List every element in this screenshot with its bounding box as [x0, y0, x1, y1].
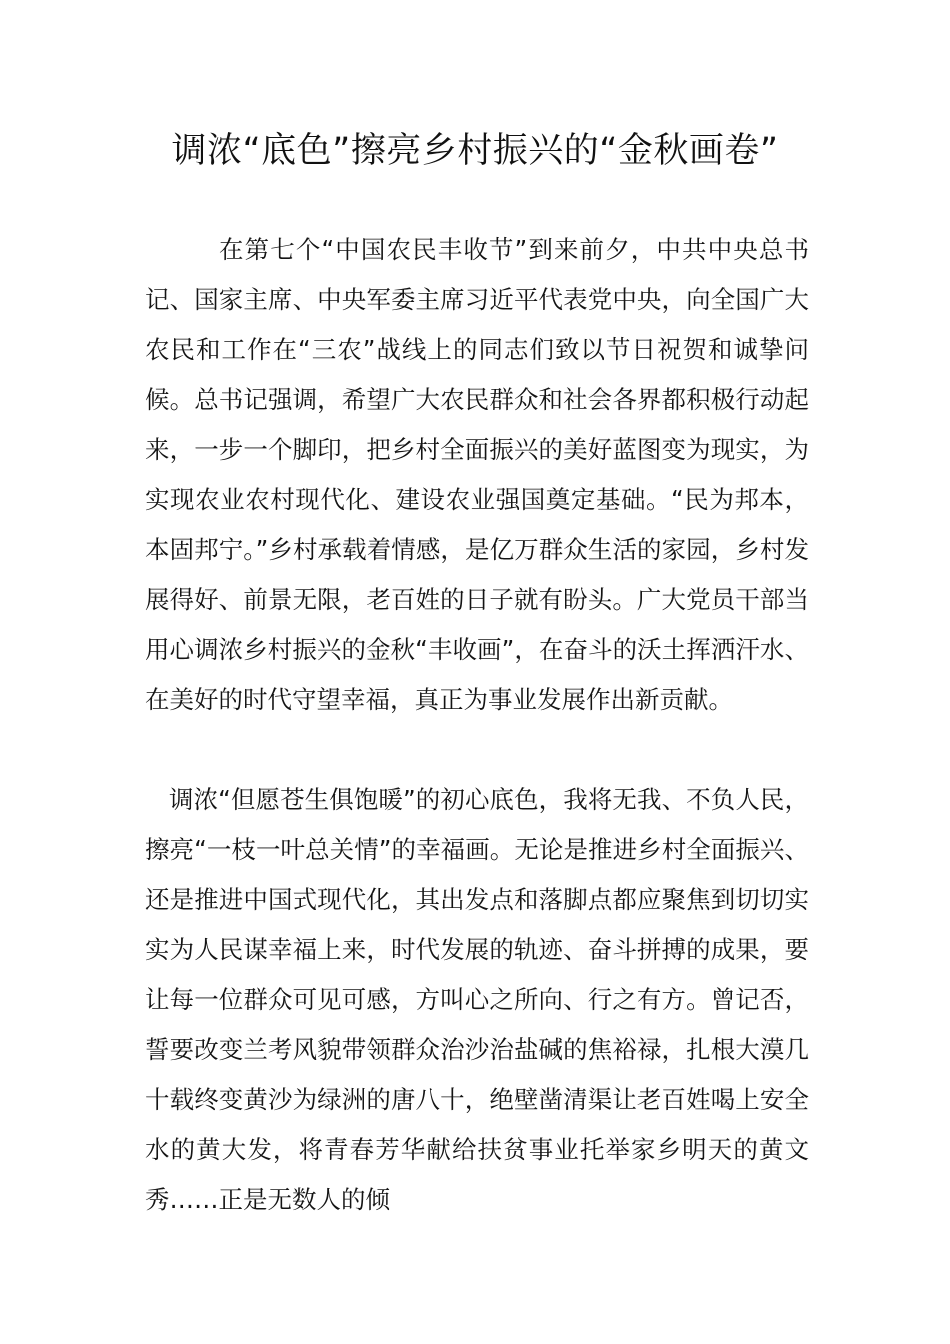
- document-title: 调浓“底色”擦亮乡村振兴的“金秋画卷”: [171, 131, 779, 171]
- paragraph-1: 在第七个“中国农民丰收节”到来前夕，中共中央总书记、国家主席、中央军委主席习近平代表党中央，向全国广大农民和工作在“三农”战线上的同志们致以节日祝贺和诚挚问候。总书记强调，希望广大农民群众和社会各界都积极行动起来，一步一个脚印，把乡村全面振兴的美好蓝图变为现实，为实现农业农村现代化、建设农业强国奠定基础。“民为邦本，本固邦宁。”乡村承载着情感，是亿万群众生活的家园，乡村发展得好、前景无限，老百姓的日子就有盼头。广大党员干部当用心调浓乡村振兴的金秋“丰收画”，在奋斗的沃土挥洒汗水、在美好的时代守望幸福，真正为事业发展作出新贡献。: [145, 235, 809, 714]
- paragraph-2: 调浓“但愿苍生俱饱暖”的初心底色，我将无我、不负人民，擦亮“一枝一叶总关情”的幸福画。无论是推进乡村全面振兴、还是推进中国式现代化，其出发点和落脚点都应聚焦到切切实实为人民谋幸福上来，时代发展的轨迹、奋斗拼搏的成果，要让每一位群众可见可感，方叫心之所向、行之有方。曾记否，誓要改变兰考风貌带领群众治沙治盐碱的焦裕禄，扎根大漠几十载终变黄沙为绿洲的唐八十，绝壁凿清渠让老百姓喝上安全水的黄大发，将青春芳华献给扶贫事业托举家乡明天的黄文秀……正是无数人的倾: [145, 785, 809, 1214]
